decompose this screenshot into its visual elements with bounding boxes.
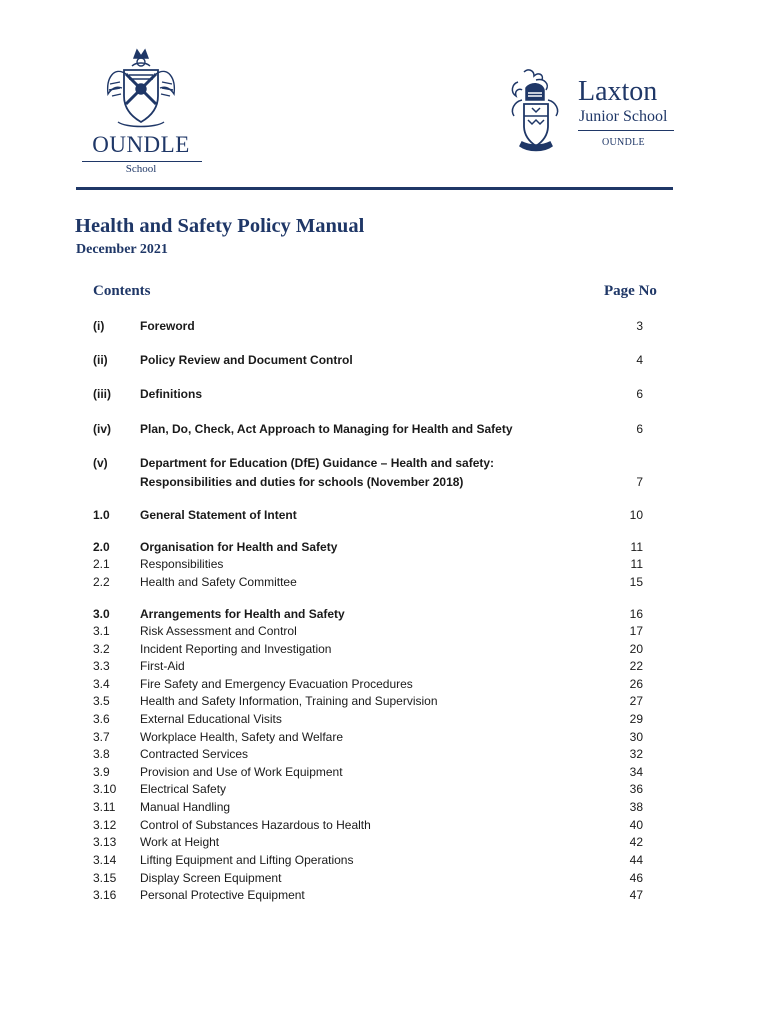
toc-entry[interactable] [0,677,770,695]
toc-label: Plan, Do, Check, Act Approach to Managing for Health and Safety [140,422,513,436]
toc-label: Control of Substances Hazardous to Health [140,818,371,832]
toc-number: 3.1 [93,624,110,638]
laxton-subtitle: Junior School [579,108,668,125]
toc-number: 2.1 [93,557,110,571]
toc-label: Arrangements for Health and Safety [140,607,345,621]
oundle-crest-icon [96,44,186,132]
toc-label: Health and Safety Information, Training and Supervision [140,694,438,708]
toc-page: 11 [630,540,643,554]
laxton-crest-icon [504,66,568,154]
toc-entry[interactable] [0,642,770,660]
toc-page: 10 [629,508,643,522]
toc-page: 16 [629,607,643,621]
toc-label: Policy Review and Document Control [140,353,353,367]
toc-number: 2.2 [93,575,110,589]
toc-label-line-2: Responsibilities and duties for schools (November 2018) [140,475,464,489]
toc-entry[interactable] [0,456,770,474]
toc-number: 3.13 [93,835,117,849]
toc-entry-continuation[interactable] [0,475,770,493]
toc-number: 3.14 [93,853,117,867]
toc-label: Incident Reporting and Investigation [140,642,332,656]
toc-entry[interactable] [0,730,770,748]
toc-entry[interactable] [0,353,770,371]
toc-entry[interactable] [0,422,770,440]
toc-number: 3.9 [93,765,110,779]
toc-page: 22 [629,659,643,673]
toc-entry[interactable] [0,387,770,405]
oundle-school-logo [78,44,204,184]
toc-label: Organisation for Health and Safety [140,540,338,554]
toc-number: (iv) [93,422,111,436]
toc-entry[interactable] [0,659,770,677]
toc-number: 3.16 [93,888,117,902]
toc-entry[interactable] [0,508,770,526]
toc-entry[interactable] [0,747,770,765]
toc-page: 20 [629,642,643,656]
toc-label: Contracted Services [140,747,249,761]
laxton-logo-rule [578,130,674,131]
toc-page: 40 [629,818,643,832]
toc-page: 6 [636,422,643,436]
toc-entry[interactable] [0,853,770,871]
toc-number: 3.12 [93,818,117,832]
toc-label: General Statement of Intent [140,508,297,522]
toc-label: First-Aid [140,659,185,673]
toc-label: Provision and Use of Work Equipment [140,765,343,779]
toc-label: Lifting Equipment and Lifting Operations [140,853,354,867]
toc-label: Department for Education (DfE) Guidance – Health and safety: [140,456,495,470]
toc-page: 47 [629,888,643,902]
toc-page: 27 [629,694,643,708]
toc-entry[interactable] [0,712,770,730]
toc-number: 3.2 [93,642,110,656]
toc-entry[interactable] [0,835,770,853]
toc-page: 42 [629,835,643,849]
toc-label: Manual Handling [140,800,231,814]
page-number-heading: Page No [604,283,657,299]
toc-entry[interactable] [0,540,770,558]
oundle-logo-rule [82,161,202,162]
toc-page: 32 [629,747,643,761]
toc-entry[interactable] [0,800,770,818]
toc-number: (iii) [93,387,111,401]
toc-label: Risk Assessment and Control [140,624,297,638]
toc-label: External Educational Visits [140,712,282,726]
toc-entry[interactable] [0,871,770,889]
toc-page: 26 [629,677,643,691]
toc-number: 3.6 [93,712,110,726]
toc-label: Foreword [140,319,195,333]
toc-entry[interactable] [0,575,770,593]
toc-page: 7 [636,475,643,489]
contents-heading: Contents [93,283,151,299]
toc-entry[interactable] [0,624,770,642]
toc-entry[interactable] [0,557,770,575]
toc-label: Responsibilities [140,557,224,571]
document-date: December 2021 [76,242,168,257]
oundle-wordmark: OUNDLE [92,132,190,157]
toc-number: 3.0 [93,607,110,621]
toc-page: 3 [636,319,643,333]
toc-page: 15 [629,575,643,589]
toc-number: (i) [93,319,105,333]
toc-entry[interactable] [0,694,770,712]
toc-entry[interactable] [0,607,770,625]
toc-number: 3.8 [93,747,110,761]
laxton-oundle-label: OUNDLE [602,137,645,148]
toc-label: Electrical Safety [140,782,227,796]
toc-label: Workplace Health, Safety and Welfare [140,730,343,744]
laxton-wordmark: Laxton [578,76,658,107]
toc-label: Personal Protective Equipment [140,888,305,902]
toc-number: 3.4 [93,677,110,691]
toc-entry[interactable] [0,888,770,906]
toc-entry[interactable] [0,319,770,337]
toc-page: 30 [629,730,643,744]
toc-number: 1.0 [93,508,110,522]
toc-label: Definitions [140,387,202,401]
toc-page: 36 [629,782,643,796]
toc-number: 3.5 [93,694,110,708]
toc-page: 4 [636,353,643,367]
toc-entry[interactable] [0,765,770,783]
header-divider [76,187,673,190]
toc-number: 3.11 [93,800,116,814]
oundle-subtitle: School [125,163,157,175]
toc-entry[interactable] [0,818,770,836]
toc-number: 3.3 [93,659,110,673]
toc-label: Work at Height [140,835,220,849]
toc-number: (ii) [93,353,108,367]
document-title: Health and Safety Policy Manual [75,215,365,237]
toc-number: 3.7 [93,730,110,744]
laxton-junior-school-logo [504,66,676,158]
toc-label: Fire Safety and Emergency Evacuation Procedures [140,677,413,691]
toc-page: 29 [629,712,643,726]
toc-number: 3.15 [93,871,117,885]
toc-page: 11 [630,557,643,571]
toc-page: 6 [636,387,643,401]
toc-page: 46 [629,871,643,885]
toc-number: 2.0 [93,540,110,554]
toc-number: (v) [93,456,108,470]
toc-label: Display Screen Equipment [140,871,282,885]
toc-page: 17 [629,624,643,638]
toc-page: 34 [629,765,643,779]
toc-page: 38 [629,800,643,814]
toc-entry[interactable] [0,782,770,800]
toc-page: 44 [629,853,643,867]
toc-number: 3.10 [93,782,117,796]
toc-label: Health and Safety Committee [140,575,297,589]
